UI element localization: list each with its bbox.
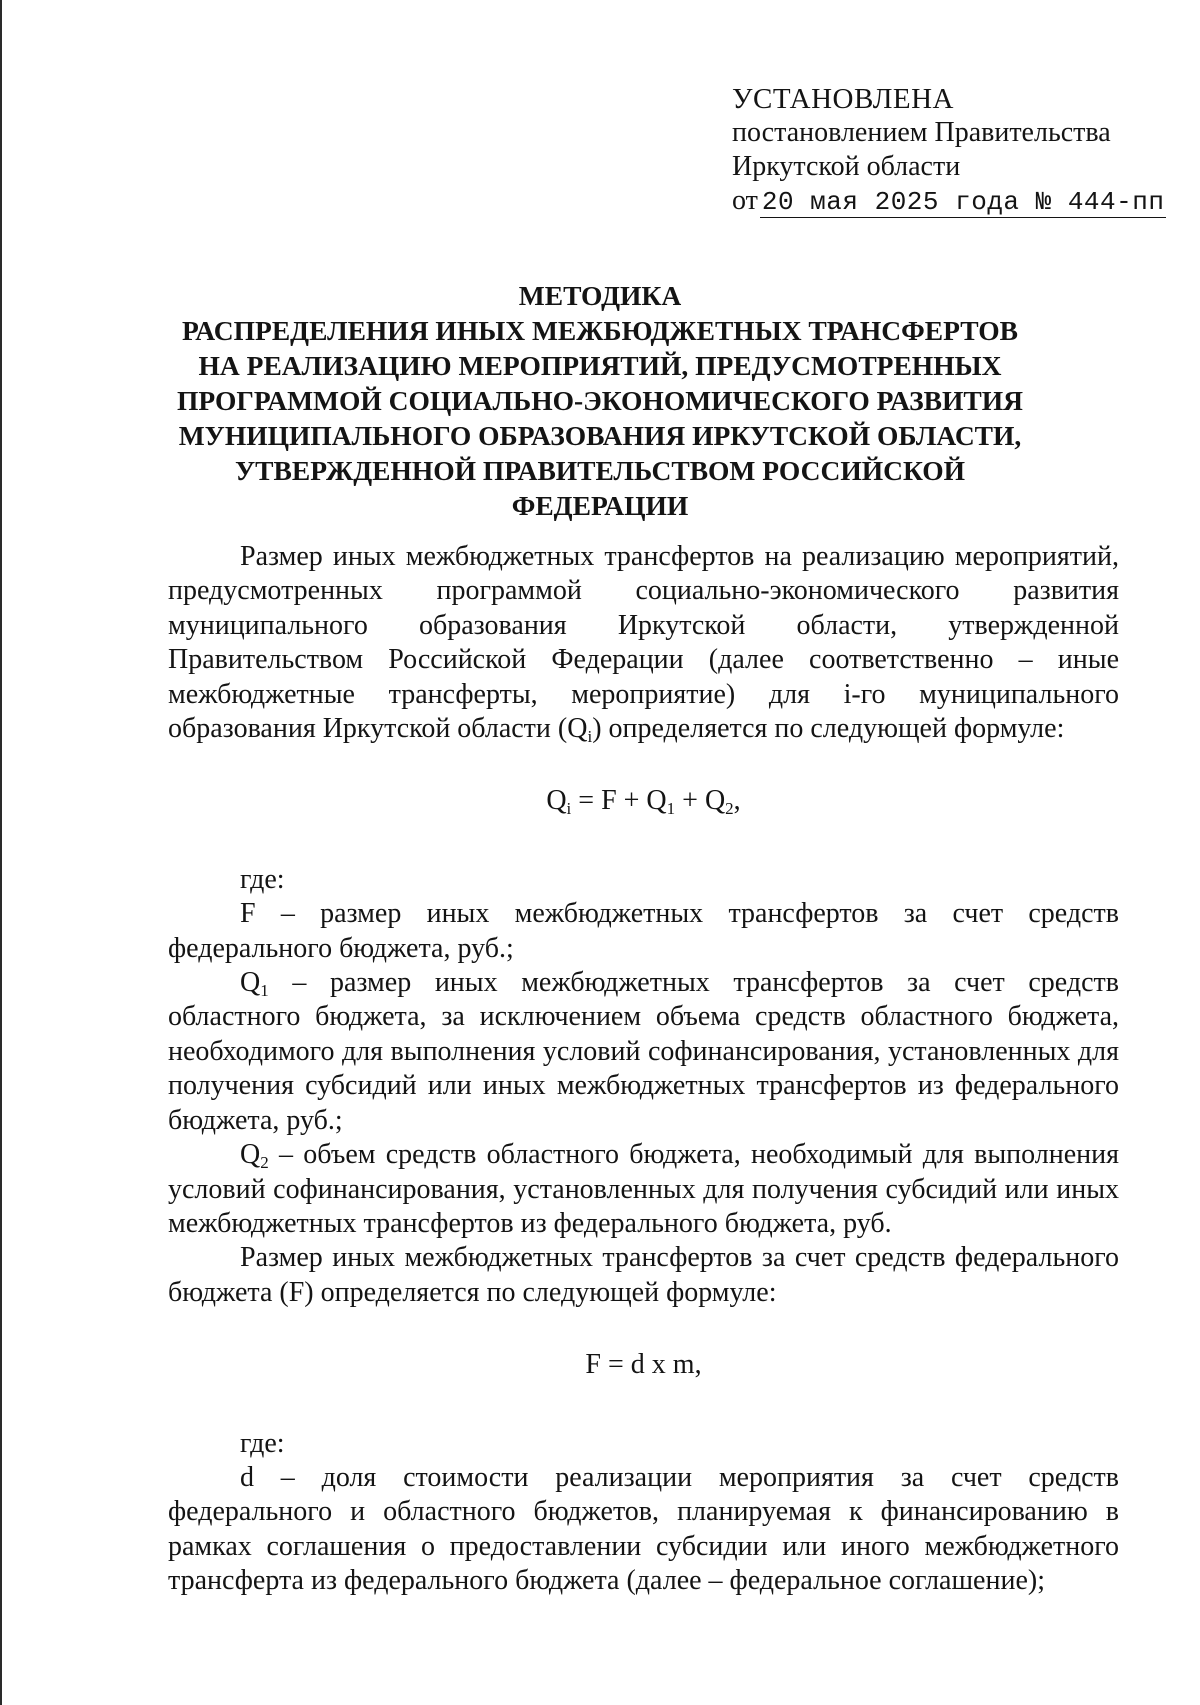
approval-heading: УСТАНОВЛЕНА	[732, 83, 954, 115]
title-line: ПРОГРАММОЙ СОЦИАЛЬНО-ЭКОНОМИЧЕСКОГО РАЗВИТИЯ	[177, 385, 1023, 416]
where-label: где:	[240, 863, 285, 895]
title-line: НА РЕАЛИЗАЦИЮ МЕРОПРИЯТИЙ, ПРЕДУСМОТРЕННЫХ	[198, 350, 1002, 381]
title-line: МУНИЦИПАЛЬНОГО ОБРАЗОВАНИЯ ИРКУТСКОЙ ОБЛАСТИ,	[178, 420, 1022, 451]
title-line: ФЕДЕРАЦИИ	[511, 490, 689, 521]
approval-date-value: 20 мая 2025 года № 444-пп	[761, 187, 1165, 217]
title-line: МЕТОДИКА	[518, 280, 682, 311]
formula-f: F = d x m,	[585, 1349, 702, 1381]
title-line: РАСПРЕДЕЛЕНИЯ ИНЫХ МЕЖБЮДЖЕТНЫХ ТРАНСФЕРТОВ	[182, 315, 1018, 346]
title-line: УТВЕРЖДЕННОЙ ПРАВИТЕЛЬСТВОМ РОССИЙСКОЙ	[234, 455, 966, 486]
federal-size-paragraph: Размер иных межбюджетных трансфертов за счет средств федерального бюджета (F) определяется по следующей формуле:	[168, 1242, 1119, 1308]
definition-f: F – размер иных межбюджетных трансфертов за счет средств федерального бюджета, руб.;	[168, 898, 1119, 964]
definition-q2: $Q_2$ – объем средств областного бюджета, необходимый для выполнения условий софинансирования, установленных для получения субсидий или иных межбюджетных трансфертов из федерального бюджета, руб.	[168, 1139, 1119, 1239]
definition-d: d – доля стоимости реализации мероприятия за счет средств федерального и областного бюджетов, планируемая к финансированию в рамках соглашения о предоставлении субсидии или иного межбюджетного трансферта из федерального бюджета (далее – федеральное соглашение);	[168, 1461, 1119, 1597]
intro-paragraph: Размер иных межбюджетных трансфертов на реализацию мероприятий, предусмотренных программой социально-экономического развития муниципального образования Иркутской области, утвержденной Правительством Российской Федерации (далее соответственно – иные межбюджетные трансферты, мероприятие) для i-го муниципального образования Иркутской области $(Q_i)$ определяется по следующей формуле:	[168, 541, 1119, 747]
document-body	[168, 540, 1119, 1599]
definition-q1: $Q_1$ – размер иных межбюджетных трансфертов за счет средств областного бюджета, за исключением объема средств областного бюджета, необходимого для выполнения условий софинансирования, установленных для получения субсидий или иных межбюджетных трансфертов из федерального бюджета, руб.;	[168, 967, 1119, 1136]
approval-date-row	[732, 184, 1165, 218]
formula-qi: $Q_i = F + Q_1 + Q_2$,	[546, 785, 741, 819]
approval-region-line: Иркутской области	[732, 151, 961, 182]
where-label: где:	[240, 1427, 285, 1459]
approval-stamp-block	[732, 82, 1165, 218]
approval-date-prefix: от	[732, 185, 758, 216]
scan-edge-line	[0, 0, 2, 1705]
approval-issuer-line: постановлением Правительства	[732, 117, 1111, 148]
document-title	[150, 278, 1050, 523]
